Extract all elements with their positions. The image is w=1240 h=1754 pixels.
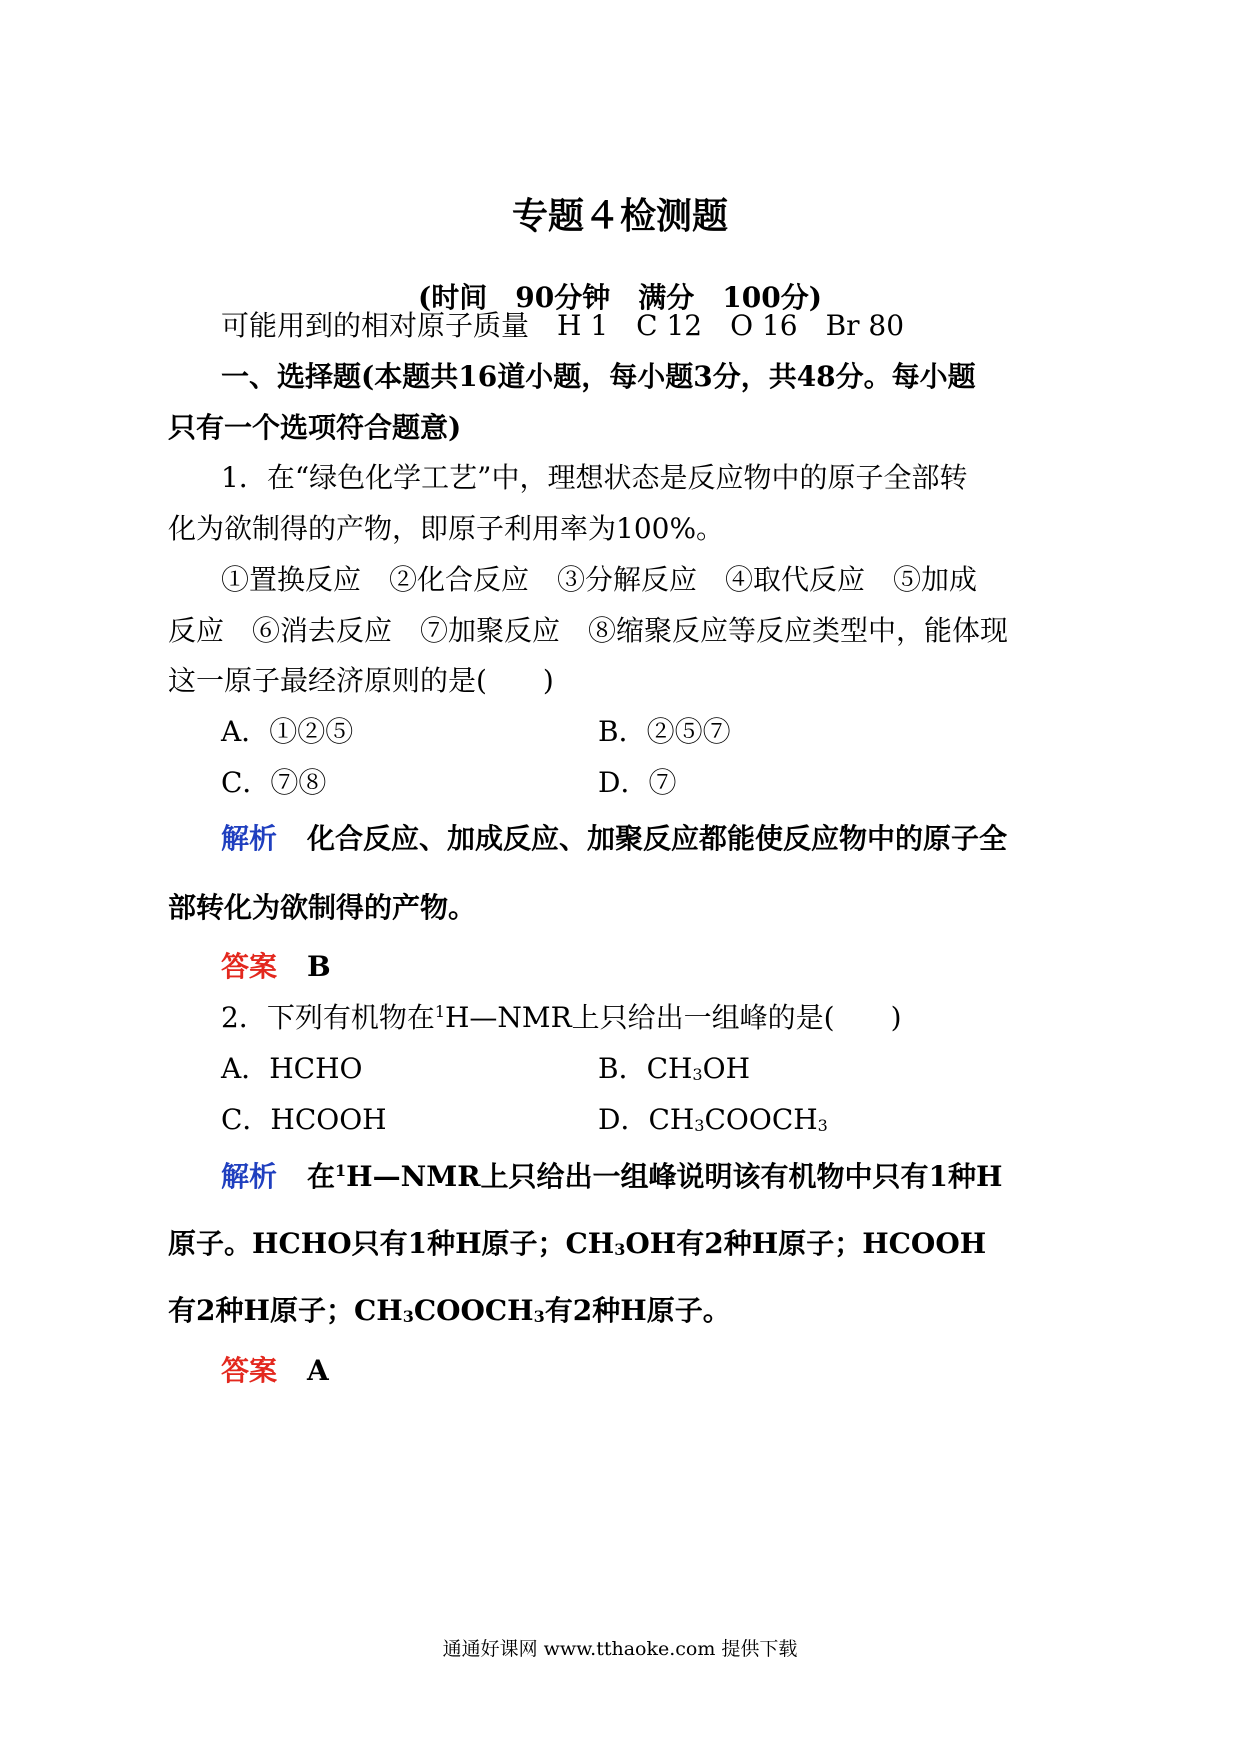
atomic-mass-line: 可能用到的相对原子质量 H 1 C 12 O 16 Br 80 <box>221 309 905 342</box>
q1-stem-line1: 1．在“绿色化学工艺”中，理想状态是反应物中的原子全部转 <box>221 461 968 494</box>
q2-a3-post: 有2种H原子。 <box>544 1294 731 1327</box>
q1-answer <box>221 947 331 987</box>
section1-heading-line1: 一、选择题(本题共16道小题，每小题3分，共48分。每小题 <box>221 360 976 393</box>
q2-analysis-line1 <box>221 1157 1002 1197</box>
q1-analysis-text: 化合反应、加成反应、加聚反应都能使反应物中的原子全 <box>307 822 1008 855</box>
q2-answer-value: A <box>307 1354 329 1387</box>
q2-option-c: C．HCOOH <box>221 1103 387 1136</box>
q2-analysis-line3 <box>168 1291 731 1331</box>
q2-optb-post: OH <box>702 1052 750 1085</box>
q2-a1-post: H—NMR上只给出一组峰说明该有机物中只有1种H <box>346 1160 1003 1193</box>
q2-analysis-line2 <box>168 1224 986 1264</box>
q1-stem-line2: 化为欲制得的产物，即原子利用率为100%。 <box>168 512 725 545</box>
answer-label: 答案 <box>221 950 278 983</box>
q1-analysis-line2: 部转化为欲制得的产物。 <box>168 891 477 924</box>
q2-stem-post: H—NMR上只给出一组峰的是( ) <box>445 1001 902 1034</box>
q1-option-a: A．①②⑤ <box>221 715 354 748</box>
q1-analysis-line1 <box>221 819 1007 859</box>
q2-a3-sub2: 3 <box>533 1307 545 1326</box>
q1-answer-value: B <box>307 950 331 983</box>
q2-optd-pre: D．CH <box>598 1103 695 1136</box>
exam-time-score: (时间 90分钟 满分 100分) <box>418 281 822 314</box>
q2-optd-mid: COOCH <box>704 1103 818 1136</box>
q2-a3-pre: 有2种H原子；CH <box>168 1294 403 1327</box>
q2-a3-mid: COOCH <box>413 1294 534 1327</box>
section1-heading-line2: 只有一个选项符合题意) <box>168 411 462 444</box>
q2-a3-sub1: 3 <box>402 1307 414 1326</box>
q2-a2-sub: 3 <box>614 1240 626 1259</box>
q2-optd-sub1: 3 <box>694 1116 705 1135</box>
q1-option-b: B．②⑤⑦ <box>598 715 731 748</box>
q1-stem-line3: ①置换反应 ②化合反应 ③分解反应 ④取代反应 ⑤加成 <box>221 563 978 596</box>
analysis-label: 解析 <box>221 1160 278 1193</box>
q1-option-c: C．⑦⑧ <box>221 766 327 799</box>
q2-stem-pre: 2．下列有机物在 <box>221 1001 435 1034</box>
q2-a2-post: OH有2种H原子；HCOOH <box>625 1227 987 1260</box>
q2-stem <box>221 998 902 1038</box>
q2-option-a: A．HCHO <box>221 1052 363 1085</box>
footer-credit: 通通好课网 www.tthaoke.com 提供下载 <box>442 1638 798 1660</box>
q1-stem-line5: 这一原子最经济原则的是( ) <box>168 664 554 697</box>
q1-option-d: D．⑦ <box>598 766 677 799</box>
q2-stem-sup: 1 <box>434 1002 446 1021</box>
q2-option-b <box>598 1049 750 1089</box>
q1-stem-line4: 反应 ⑥消去反应 ⑦加聚反应 ⑧缩聚反应等反应类型中，能体现 <box>168 614 1009 647</box>
answer-label: 答案 <box>221 1354 278 1387</box>
q2-a1-pre: 在 <box>307 1160 336 1193</box>
q2-optd-sub2: 3 <box>817 1116 828 1135</box>
q2-answer <box>221 1351 329 1391</box>
q2-a1-sup: 1 <box>335 1161 347 1180</box>
q2-a2-pre: 原子。HCHO只有1种H原子；CH <box>168 1227 615 1260</box>
page-title: 专题４检测题 <box>511 195 728 237</box>
analysis-label: 解析 <box>221 822 278 855</box>
q2-optb-pre: B．CH <box>598 1052 693 1085</box>
q2-option-d <box>598 1100 828 1140</box>
q2-optb-sub: 3 <box>692 1065 703 1084</box>
